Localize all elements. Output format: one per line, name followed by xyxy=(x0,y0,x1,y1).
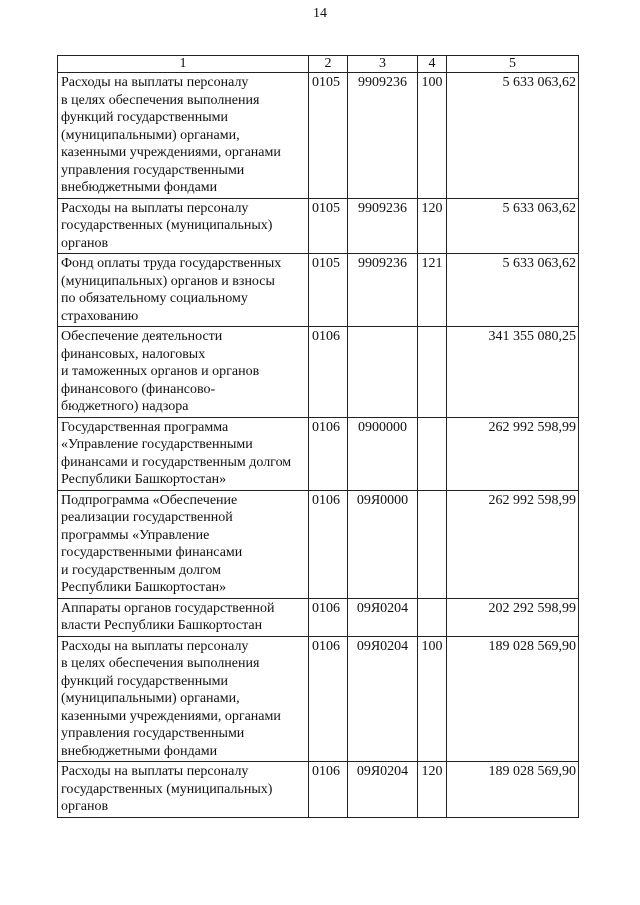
row-name-cell: Обеспечение деятельности финансовых, налоговых и таможенных органов и органов финансового (финансово- бюджетного) надзора xyxy=(58,327,309,418)
row-target-cell: 9909236 xyxy=(348,254,418,327)
table-row xyxy=(58,254,579,327)
row-section-cell: 0105 xyxy=(309,254,348,327)
header-col-2: 2 xyxy=(309,56,348,73)
row-type-cell: 121 xyxy=(418,254,447,327)
header-col-3: 3 xyxy=(348,56,418,73)
row-amount-cell: 5 633 063,62 xyxy=(447,198,579,254)
row-target-cell: 09Я0204 xyxy=(348,636,418,762)
header-col-5: 5 xyxy=(447,56,579,73)
row-amount-cell: 189 028 569,90 xyxy=(447,636,579,762)
row-target-cell: 9909236 xyxy=(348,73,418,199)
row-target-cell: 09Я0204 xyxy=(348,762,418,818)
row-name-cell: Расходы на выплаты персоналу в целях обеспечения выполнения функций государственными (муниципальными) органами, казенными учреждениями, органами управления государственными внебюджетными фондами xyxy=(58,73,309,199)
row-name-cell: Фонд оплаты труда государственных (муниципальных) органов и взносы по обязательному социальному страхованию xyxy=(58,254,309,327)
header-col-4: 4 xyxy=(418,56,447,73)
row-name-cell: Подпрограмма «Обеспечение реализации государственной программы «Управление государственными финансами и государственным долгом Республики Башкортостан» xyxy=(58,490,309,598)
row-amount-cell: 202 292 598,99 xyxy=(447,598,579,636)
table-row xyxy=(58,198,579,254)
row-name-cell: Аппараты органов государственной власти Республики Башкортостан xyxy=(58,598,309,636)
row-type-cell xyxy=(418,598,447,636)
row-target-cell: 09Я0204 xyxy=(348,598,418,636)
row-target-cell xyxy=(348,327,418,418)
row-section-cell: 0106 xyxy=(309,417,348,490)
header-col-1: 1 xyxy=(58,56,309,73)
page-number: 14 xyxy=(313,6,327,21)
row-name-cell: Расходы на выплаты персоналу государственных (муниципальных) органов xyxy=(58,762,309,818)
row-type-cell: 100 xyxy=(418,636,447,762)
row-amount-cell: 5 633 063,62 xyxy=(447,73,579,199)
row-section-cell: 0105 xyxy=(309,198,348,254)
row-amount-cell: 262 992 598,99 xyxy=(447,490,579,598)
row-type-cell xyxy=(418,417,447,490)
row-section-cell: 0106 xyxy=(309,327,348,418)
row-amount-cell: 341 355 080,25 xyxy=(447,327,579,418)
table-row xyxy=(58,762,579,818)
table-row xyxy=(58,327,579,418)
table-row xyxy=(58,598,579,636)
row-type-cell: 120 xyxy=(418,198,447,254)
row-section-cell: 0106 xyxy=(309,490,348,598)
row-name-cell: Расходы на выплаты персоналу в целях обеспечения выполнения функций государственными (муниципальными) органами, казенными учреждениями, органами управления государственными внебюджетными фондами xyxy=(58,636,309,762)
row-section-cell: 0106 xyxy=(309,762,348,818)
row-target-cell: 9909236 xyxy=(348,198,418,254)
row-section-cell: 0106 xyxy=(309,598,348,636)
row-amount-cell: 189 028 569,90 xyxy=(447,762,579,818)
row-section-cell: 0105 xyxy=(309,73,348,199)
row-name-cell: Расходы на выплаты персоналу государственных (муниципальных) органов xyxy=(58,198,309,254)
row-type-cell xyxy=(418,490,447,598)
row-name-cell: Государственная программа «Управление государственными финансами и государственным долгом Республики Башкортостан» xyxy=(58,417,309,490)
table-row xyxy=(58,490,579,598)
row-target-cell: 09Я0000 xyxy=(348,490,418,598)
row-amount-cell: 5 633 063,62 xyxy=(447,254,579,327)
row-target-cell: 0900000 xyxy=(348,417,418,490)
budget-table xyxy=(57,55,579,818)
table-row xyxy=(58,73,579,199)
row-type-cell xyxy=(418,327,447,418)
row-amount-cell: 262 992 598,99 xyxy=(447,417,579,490)
table-row xyxy=(58,636,579,762)
row-section-cell: 0106 xyxy=(309,636,348,762)
table-row xyxy=(58,417,579,490)
row-type-cell: 120 xyxy=(418,762,447,818)
row-type-cell: 100 xyxy=(418,73,447,199)
table-header-row xyxy=(58,56,579,73)
